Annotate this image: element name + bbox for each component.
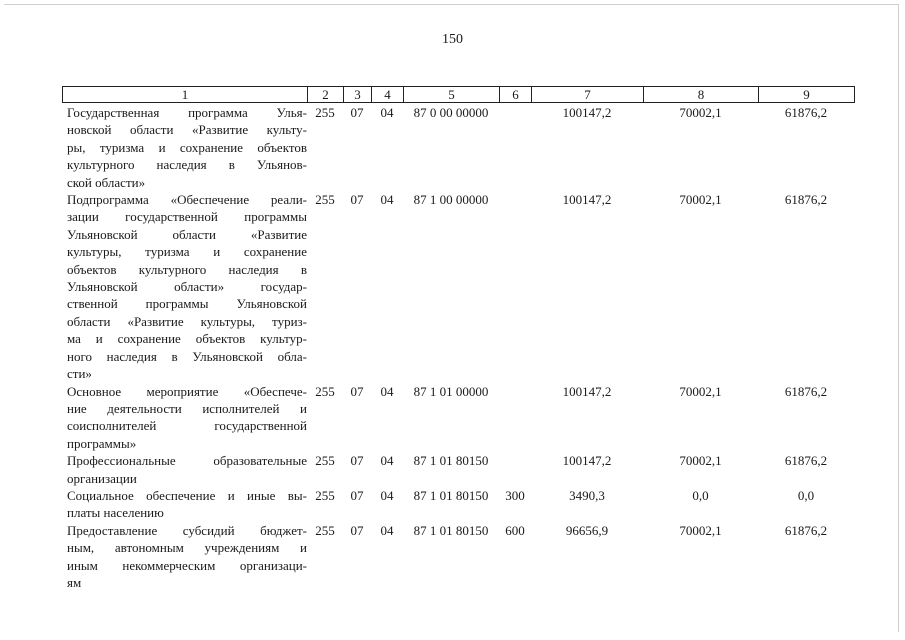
row-name-line: программы» [67, 435, 137, 451]
row-name-line: Основное мероприятие «Обеспече- [67, 383, 307, 399]
row-name [62, 522, 307, 592]
table-row [62, 487, 854, 522]
row-col-5: 87 1 01 00000 [413, 383, 489, 399]
header-col-5: 5 [404, 87, 500, 102]
row-name-line: объектов культурного наследия в [67, 261, 307, 277]
row-name-line: ма и сохранение объектов культур- [67, 331, 307, 347]
table-body [62, 104, 854, 591]
row-col-3: 07 [350, 383, 364, 399]
row-col-5: 87 1 01 80150 [413, 453, 489, 469]
row-col-4: 04 [380, 522, 394, 538]
header-col-1: 1 [63, 87, 308, 102]
row-col-5: 87 1 00 00000 [413, 192, 489, 208]
row-col-7: 100147,2 [562, 383, 612, 399]
header-col-2: 2 [308, 87, 344, 102]
table-header [62, 86, 855, 103]
row-col-5: 87 1 01 80150 [413, 487, 489, 503]
row-col-4: 04 [380, 192, 394, 208]
row-col-2: 255 [315, 383, 335, 399]
row-col-3: 07 [350, 522, 364, 538]
row-name-line: Профессиональные образовательные [67, 453, 307, 469]
table-row [62, 452, 854, 487]
header-col-7: 7 [532, 87, 644, 102]
row-name [62, 487, 307, 522]
row-name-line: Ульяновской области «Развитие [67, 226, 307, 242]
row-col-4: 04 [380, 487, 394, 503]
row-name-line: ственной программы Ульяновской [67, 296, 307, 312]
row-col-2: 255 [315, 487, 335, 503]
header-col-6: 6 [500, 87, 532, 102]
row-name-line: платы населению [67, 505, 164, 521]
row-name [62, 452, 307, 487]
row-col-4: 04 [380, 383, 394, 399]
header-col-9: 9 [759, 87, 855, 102]
row-name-line: Предоставление субсидий бюджет- [67, 522, 307, 538]
header-col-3: 3 [344, 87, 372, 102]
row-name [62, 104, 307, 191]
row-col-9: 61876,2 [784, 522, 828, 538]
row-col-3: 07 [350, 487, 364, 503]
row-col-7: 100147,2 [562, 192, 612, 208]
row-col-2: 255 [315, 192, 335, 208]
header-col-4: 4 [372, 87, 404, 102]
row-name-line: ным, автономным учреждениям и [67, 540, 307, 556]
row-col-8: 70002,1 [679, 192, 722, 208]
row-name-line: Ульяновской области» государ- [67, 279, 307, 295]
row-col-9: 61876,2 [784, 192, 828, 208]
row-col-9: 61876,2 [784, 453, 828, 469]
row-col-7: 96656,9 [565, 522, 609, 538]
row-col-9: 61876,2 [784, 383, 828, 399]
row-col-6: 600 [505, 522, 525, 538]
table-row [62, 522, 854, 592]
row-name-line: ской области» [67, 174, 146, 190]
row-name-line: зации государственной программы [67, 209, 307, 225]
row-name-line: области «Развитие культуры, туриз- [67, 313, 307, 329]
row-name-line: ры, туризма и сохранение объектов [67, 139, 307, 155]
row-name-line: ние деятельности исполнителей и [67, 400, 307, 416]
table-row [62, 104, 854, 191]
row-col-7: 100147,2 [562, 105, 612, 120]
row-name-line: сти» [67, 366, 92, 382]
row-col-6 [499, 104, 531, 191]
row-col-2: 255 [315, 453, 335, 469]
row-col-9: 0,0 [797, 487, 815, 503]
row-name [62, 191, 307, 382]
row-col-8: 70002,1 [679, 453, 722, 469]
row-col-2: 255 [315, 105, 335, 120]
row-name-line: Социальное обеспечение и иные вы- [67, 487, 307, 503]
row-col-7: 3490,3 [569, 487, 605, 503]
row-col-2: 255 [315, 522, 335, 538]
row-name-line: ям [67, 574, 82, 590]
row-col-5: 87 1 01 80150 [413, 522, 489, 538]
header-col-8: 8 [644, 87, 759, 102]
row-col-7: 100147,2 [562, 453, 612, 469]
row-name-line: Государственная программа Улья- [67, 105, 307, 120]
row-col-3: 07 [350, 192, 364, 208]
row-col-6 [499, 383, 531, 453]
row-name [62, 383, 307, 453]
row-col-4: 04 [380, 453, 394, 469]
row-col-5: 87 0 00 00000 [413, 105, 489, 120]
row-col-8: 70002,1 [679, 383, 722, 399]
row-name-line: организации [67, 470, 137, 486]
page-number: 150 [442, 32, 463, 47]
row-name-line: культуры, туризма и сохранение [67, 244, 307, 260]
row-name-line: новской области «Развитие культу- [67, 122, 307, 138]
row-col-9: 61876,2 [784, 105, 828, 120]
row-name-line: ного наследия в Ульяновской обла- [67, 348, 307, 364]
row-col-8: 0,0 [692, 487, 709, 503]
row-name-line: иным некоммерческим организаци- [67, 557, 307, 573]
table-row [62, 383, 854, 453]
row-col-6 [499, 452, 531, 487]
row-col-6: 300 [505, 487, 525, 503]
row-col-3: 07 [350, 105, 364, 120]
row-name-line: Подпрограмма «Обеспечение реали- [67, 192, 307, 208]
row-col-8: 70002,1 [679, 105, 722, 120]
table-row [62, 191, 854, 382]
row-col-8: 70002,1 [679, 522, 722, 538]
row-name-line: культурного наследия в Ульянов- [67, 157, 307, 173]
row-col-3: 07 [350, 453, 364, 469]
row-col-4: 04 [380, 105, 394, 120]
row-col-6 [499, 191, 531, 382]
row-name-line: соисполнителей государственной [67, 418, 307, 434]
